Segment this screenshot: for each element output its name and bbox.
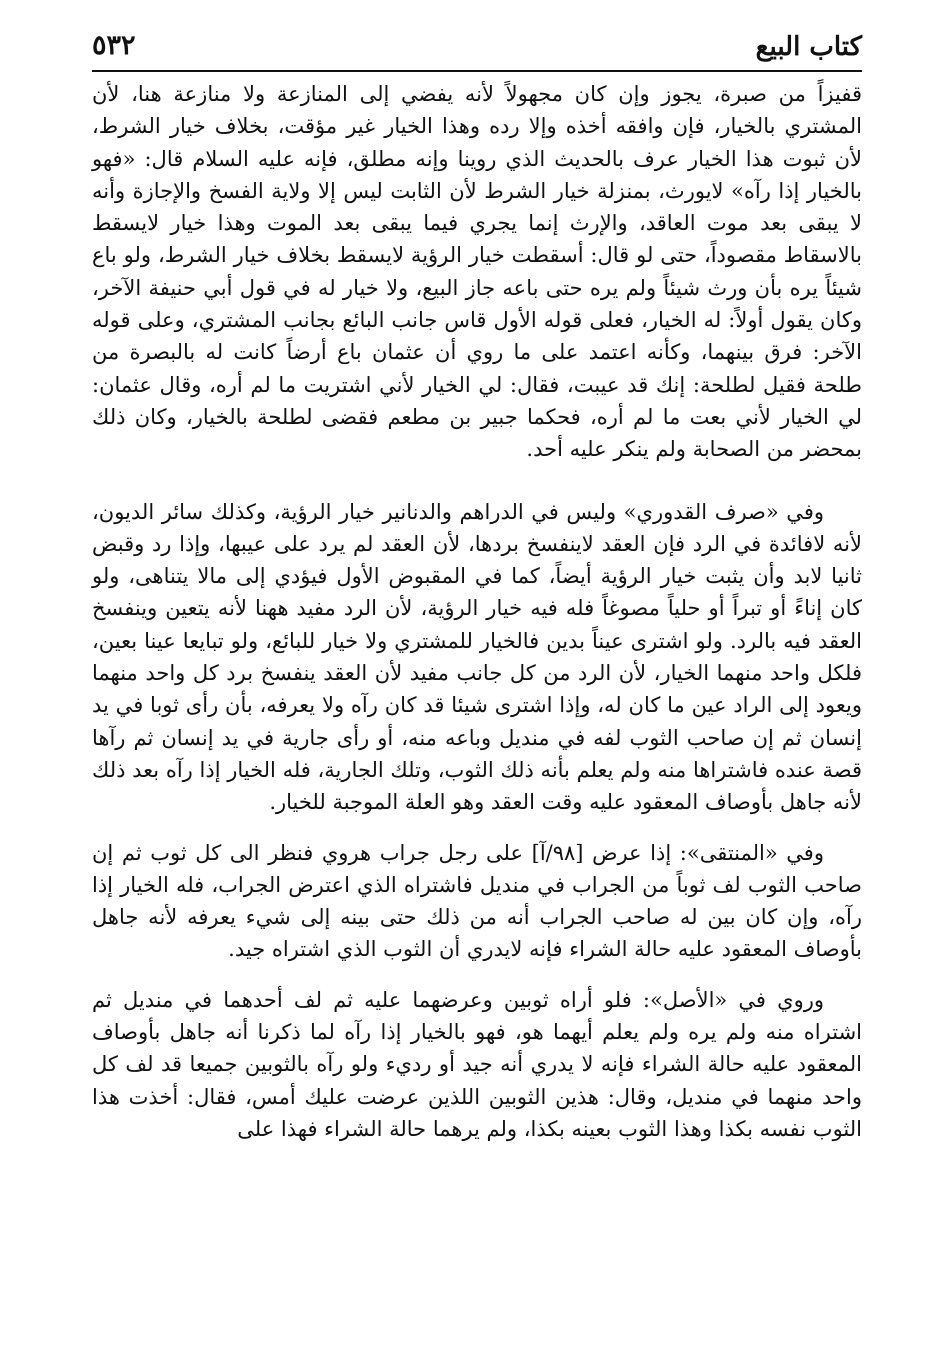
page-number: ٥٣٢ [92,30,136,61]
page-header [92,24,862,70]
paragraph-3: وفي «المنتقى»: إذا عرض [٩٨/آ] على رجل جراب هروي فنظر الى كل ثوب ثم إن صاحب الثوب لف ثوباً من الجراب في منديل فاشتراه الذي اعترض الجراب، فله الخيار إذا رآه، وإن كان بين له صاحب الجراب أنه من ذلك حتى بينه إلى شيء يعرفه لأنه جاهل بأوصاف المعقود عليه حالة الشراء فإنه لايدري أن الثوب الذي اشتراه جيد. [92,840,862,962]
paragraph-1: قفيزاً من صبرة، يجوز وإن كان مجهولاً لأنه يفضي إلى المنازعة ولا منازعة هنا، لأن المشتري بالخيار، فإن وافقه أخذه وإلا رده وهذا الخيار غير مؤقت، بخلاف خيار الشرط، لأن ثبوت هذا الخيار عرف بالحديث الذي روينا وإنه مطلق، فإنه عليه السلام قال: «فهو بالخيار إذا رآه» لايورث، بمنزلة خيار الشرط لأن الثابت ليس إلا ولاية الفسخ والإجازة وأنه لا يبقى بعد موت العاقد، والإرث إنما يجري فيما يبقى بعد الموت وهذا خيار لايسقط بالاسقاط مقصوداً، حتى لو قال: أسقطت خيار الرؤية لايسقط بخلاف خيار الشرط، ولو باع شيئاً يره بأن ورث شيئاً ولم يره حتى باعه جاز البيع، ولا خيار له في قول أبي حنيفة الآخر، وكان يقول أولاً: له الخيار، فعلى قوله الأول قاس جانب البائع بجانب المشتري، وعلى قوله الآخر: فرق بينهما، وكأنه اعتمد على ما روي أن عثمان باع أرضاً كانت له بالبصرة من طلحة فقيل لطلحة: إنك قد عيبت، فقال: لي الخيار لأني اشتريت ما لم أره، وقال عثمان: لي الخيار لأني بعت ما لم أره، فحكما جبير بن مطعم فقضى لطلحة بالخيار، وكان ذلك بمحضر من الصحابة ولم ينكر عليه أحد. [92,82,862,462]
body-text [92,78,862,1145]
chapter-title: كتاب البيع [755,32,862,62]
header-divider [92,70,862,72]
paragraph-4: وروي في «الأصل»: فلو أراه ثوبين وعرضهما عليه ثم لف أحدهما في منديل ثم اشتراه منه ولم يره ولم يعلم أيهما هو، فهو بالخيار إذا رآه لما ذكرنا أنه جاهل بأوصاف المعقود عليه حالة الشراء فإنه لا يدري أنه جيد أو رديء ولو رآه بالثوبين جميعا قد لف كل واحد منهما في منديل، وقال: هذين الثوبين اللذين عرضت عليك أمس، فقال: أخذت هذا الثوب نفسه بكذا وهذا الثوب بعينه بكذا، ولم يرهما حالة الشراء فهذا على [92,987,862,1141]
paragraph-2: وفي «صرف القدوري» وليس في الدراهم والدنانير خيار الرؤية، وكذلك سائر الديون، لأنه لافائدة في الرد فإن العقد لاينفسخ بردها، لأن العقد لم يرد على عيبها، وإذا رد وقبض ثانيا لابد وأن يثبت خيار الرؤية أيضاً، كما في المقبوض الأول فيؤدي إلى مالا يتناهى، ولو كان إناءً أو تبراً أو حلياً مصوغاً فله فيه خيار الرؤية، لأن الرد مفيد ههنا لأنه يتعين وينفسخ العقد فيه بالرد. ولو اشترى عيناً بدين فالخيار للمشتري ولا خيار للبائع، ولو تبايعا عينا بعين، فلكل واحد منهما الخيار، لأن الرد من كل جانب مفيد لأن العقد ينفسخ برد كل واحد منهما ويعود إلى الراد عين ما كان له، وإذا اشترى شيئا قد كان رآه ولا يعرفه، بأن رأى ثوبا في يد إنسان ثم إن صاحب الثوب لفه في منديل وباعه منه، أو رأى جارية في يد إنسان ثم رآها قصة عنده فاشتراها منه ولم يعلم بأنه ذلك الثوب، وتلك الجارية، فله الخيار إذا رآه بعد ذلك لأنه جاهل بأوصاف المعقود عليه وقت العقد وهو العلة الموجبة للخيار. [92,499,862,815]
